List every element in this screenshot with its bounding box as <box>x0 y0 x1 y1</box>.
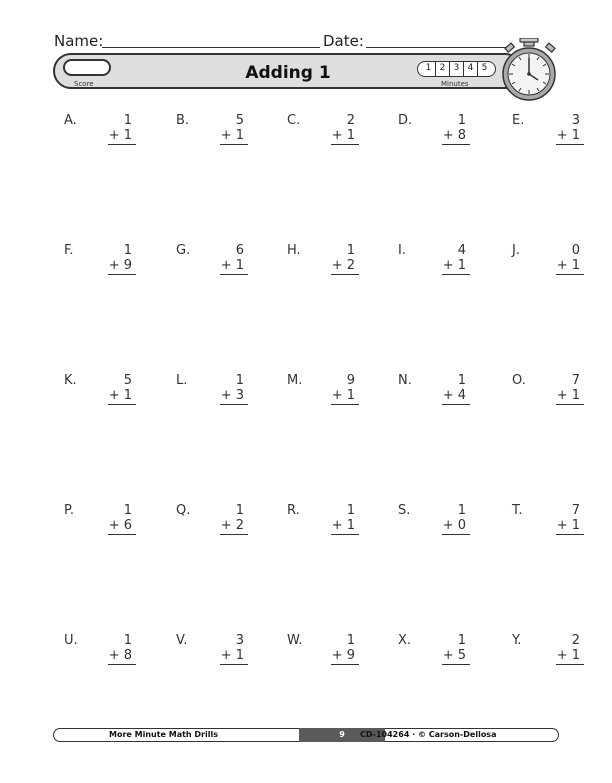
problem-addend-bottom: + 1 <box>556 648 584 665</box>
problem-addend-bottom: + 1 <box>556 258 584 275</box>
problem-addend-bottom: + 1 <box>220 648 248 665</box>
problem-addend-bottom: + 2 <box>220 518 248 535</box>
problem-addend-top: 1 <box>457 373 466 388</box>
problem-letter: Q. <box>176 503 191 518</box>
problem-letter: A. <box>64 113 77 128</box>
page-title: Adding 1 <box>245 63 331 83</box>
minutes-option[interactable]: 3 <box>449 62 463 76</box>
problem-addend-top: 1 <box>235 503 244 518</box>
problem-addend-bottom: + 1 <box>108 128 136 145</box>
problem-addend-bottom: + 8 <box>108 648 136 665</box>
problem-letter: C. <box>287 113 301 128</box>
problem-addend-bottom: + 1 <box>331 128 359 145</box>
problem-addend-top: 1 <box>457 633 466 648</box>
problem-item <box>398 373 470 413</box>
problem-item <box>287 633 359 673</box>
problem-item <box>512 373 584 413</box>
problem-item <box>64 503 136 543</box>
problem-letter: W. <box>287 633 303 648</box>
name-date-row <box>54 32 514 52</box>
problem-item <box>64 243 136 283</box>
problem-addend-top: 1 <box>346 503 355 518</box>
name-field[interactable] <box>102 47 320 48</box>
problem-addend-top: 1 <box>123 503 132 518</box>
copyright-code: CD-104264 · © Carson-Dellosa <box>360 730 497 739</box>
problem-item <box>287 113 359 153</box>
problem-item <box>398 503 470 543</box>
problem-addend-top: 5 <box>123 373 132 388</box>
problem-addend-top: 7 <box>571 503 580 518</box>
problem-item <box>512 633 584 673</box>
problem-addend-top: 4 <box>457 243 466 258</box>
problem-addend-bottom: + 3 <box>220 388 248 405</box>
problem-letter: E. <box>512 113 525 128</box>
footer-bar <box>53 728 559 742</box>
date-field[interactable] <box>366 47 506 48</box>
problem-item <box>398 633 470 673</box>
problem-addend-bottom: + 1 <box>556 518 584 535</box>
problem-addend-bottom: + 2 <box>331 258 359 275</box>
problem-addend-top: 1 <box>346 243 355 258</box>
minutes-option[interactable]: 2 <box>435 62 449 76</box>
problem-item <box>64 373 136 413</box>
problem-item <box>287 373 359 413</box>
problem-addend-bottom: + 5 <box>442 648 470 665</box>
problem-item <box>398 113 470 153</box>
problem-letter: S. <box>398 503 411 518</box>
problem-addend-bottom: + 1 <box>556 388 584 405</box>
problem-item <box>512 243 584 283</box>
problem-addend-top: 1 <box>457 113 466 128</box>
minutes-option[interactable]: 4 <box>463 62 477 76</box>
problem-addend-top: 2 <box>571 633 580 648</box>
problem-addend-top: 3 <box>571 113 580 128</box>
problem-letter: D. <box>398 113 413 128</box>
problem-addend-bottom: + 1 <box>331 518 359 535</box>
problem-addend-top: 1 <box>346 633 355 648</box>
book-title: More Minute Math Drills <box>109 730 218 739</box>
problem-addend-top: 7 <box>571 373 580 388</box>
problem-addend-bottom: + 8 <box>442 128 470 145</box>
problem-addend-bottom: + 4 <box>442 388 470 405</box>
problem-addend-top: 5 <box>235 113 244 128</box>
problem-item <box>512 113 584 153</box>
problem-letter: M. <box>287 373 303 388</box>
problem-letter: P. <box>64 503 74 518</box>
problem-addend-top: 1 <box>235 373 244 388</box>
problem-addend-bottom: + 1 <box>220 258 248 275</box>
problem-addend-top: 1 <box>123 633 132 648</box>
problem-addend-top: 0 <box>571 243 580 258</box>
stopwatch-icon <box>500 38 560 102</box>
problem-item <box>176 113 248 153</box>
problem-letter: R. <box>287 503 300 518</box>
problem-letter: Y. <box>512 633 522 648</box>
problem-addend-top: 2 <box>346 113 355 128</box>
problem-addend-top: 1 <box>123 243 132 258</box>
title-banner <box>53 53 523 89</box>
problem-addend-bottom: + 1 <box>442 258 470 275</box>
page-number: 9 <box>299 728 385 742</box>
problem-item <box>287 503 359 543</box>
problem-letter: F. <box>64 243 74 258</box>
problem-letter: V. <box>176 633 188 648</box>
problem-addend-bottom: + 6 <box>108 518 136 535</box>
problem-item <box>64 113 136 153</box>
minutes-option[interactable]: 5 <box>477 62 491 76</box>
problem-item <box>176 503 248 543</box>
minutes-option[interactable]: 1 <box>425 63 432 73</box>
problem-letter: J. <box>512 243 520 258</box>
minutes-label: Minutes <box>441 80 469 88</box>
problem-addend-top: 1 <box>123 113 132 128</box>
problem-item <box>176 243 248 283</box>
score-label: Score <box>74 80 94 88</box>
problem-addend-top: 1 <box>457 503 466 518</box>
problem-letter: T. <box>512 503 523 518</box>
problem-addend-bottom: + 0 <box>442 518 470 535</box>
problem-addend-bottom: + 9 <box>331 648 359 665</box>
problem-addend-top: 9 <box>346 373 355 388</box>
problem-letter: O. <box>512 373 526 388</box>
problem-item <box>512 503 584 543</box>
date-label: Date: <box>323 32 364 50</box>
problem-addend-bottom: + 1 <box>556 128 584 145</box>
name-label: Name: <box>54 32 104 50</box>
problem-item <box>176 633 248 673</box>
problem-letter: L. <box>176 373 188 388</box>
problem-addend-bottom: + 1 <box>331 388 359 405</box>
problem-addend-bottom: + 1 <box>220 128 248 145</box>
problem-letter: X. <box>398 633 412 648</box>
problem-item <box>287 243 359 283</box>
problem-letter: I. <box>398 243 406 258</box>
problem-letter: U. <box>64 633 78 648</box>
problem-item <box>398 243 470 283</box>
problem-letter: B. <box>176 113 190 128</box>
problem-item <box>64 633 136 673</box>
problem-addend-top: 6 <box>235 243 244 258</box>
minutes-selector[interactable] <box>417 61 496 77</box>
problem-addend-bottom: + 1 <box>108 388 136 405</box>
problem-letter: K. <box>64 373 77 388</box>
problem-letter: H. <box>287 243 301 258</box>
problem-addend-bottom: + 9 <box>108 258 136 275</box>
problem-addend-top: 3 <box>235 633 244 648</box>
problem-item <box>176 373 248 413</box>
problem-letter: G. <box>176 243 191 258</box>
problem-letter: N. <box>398 373 412 388</box>
